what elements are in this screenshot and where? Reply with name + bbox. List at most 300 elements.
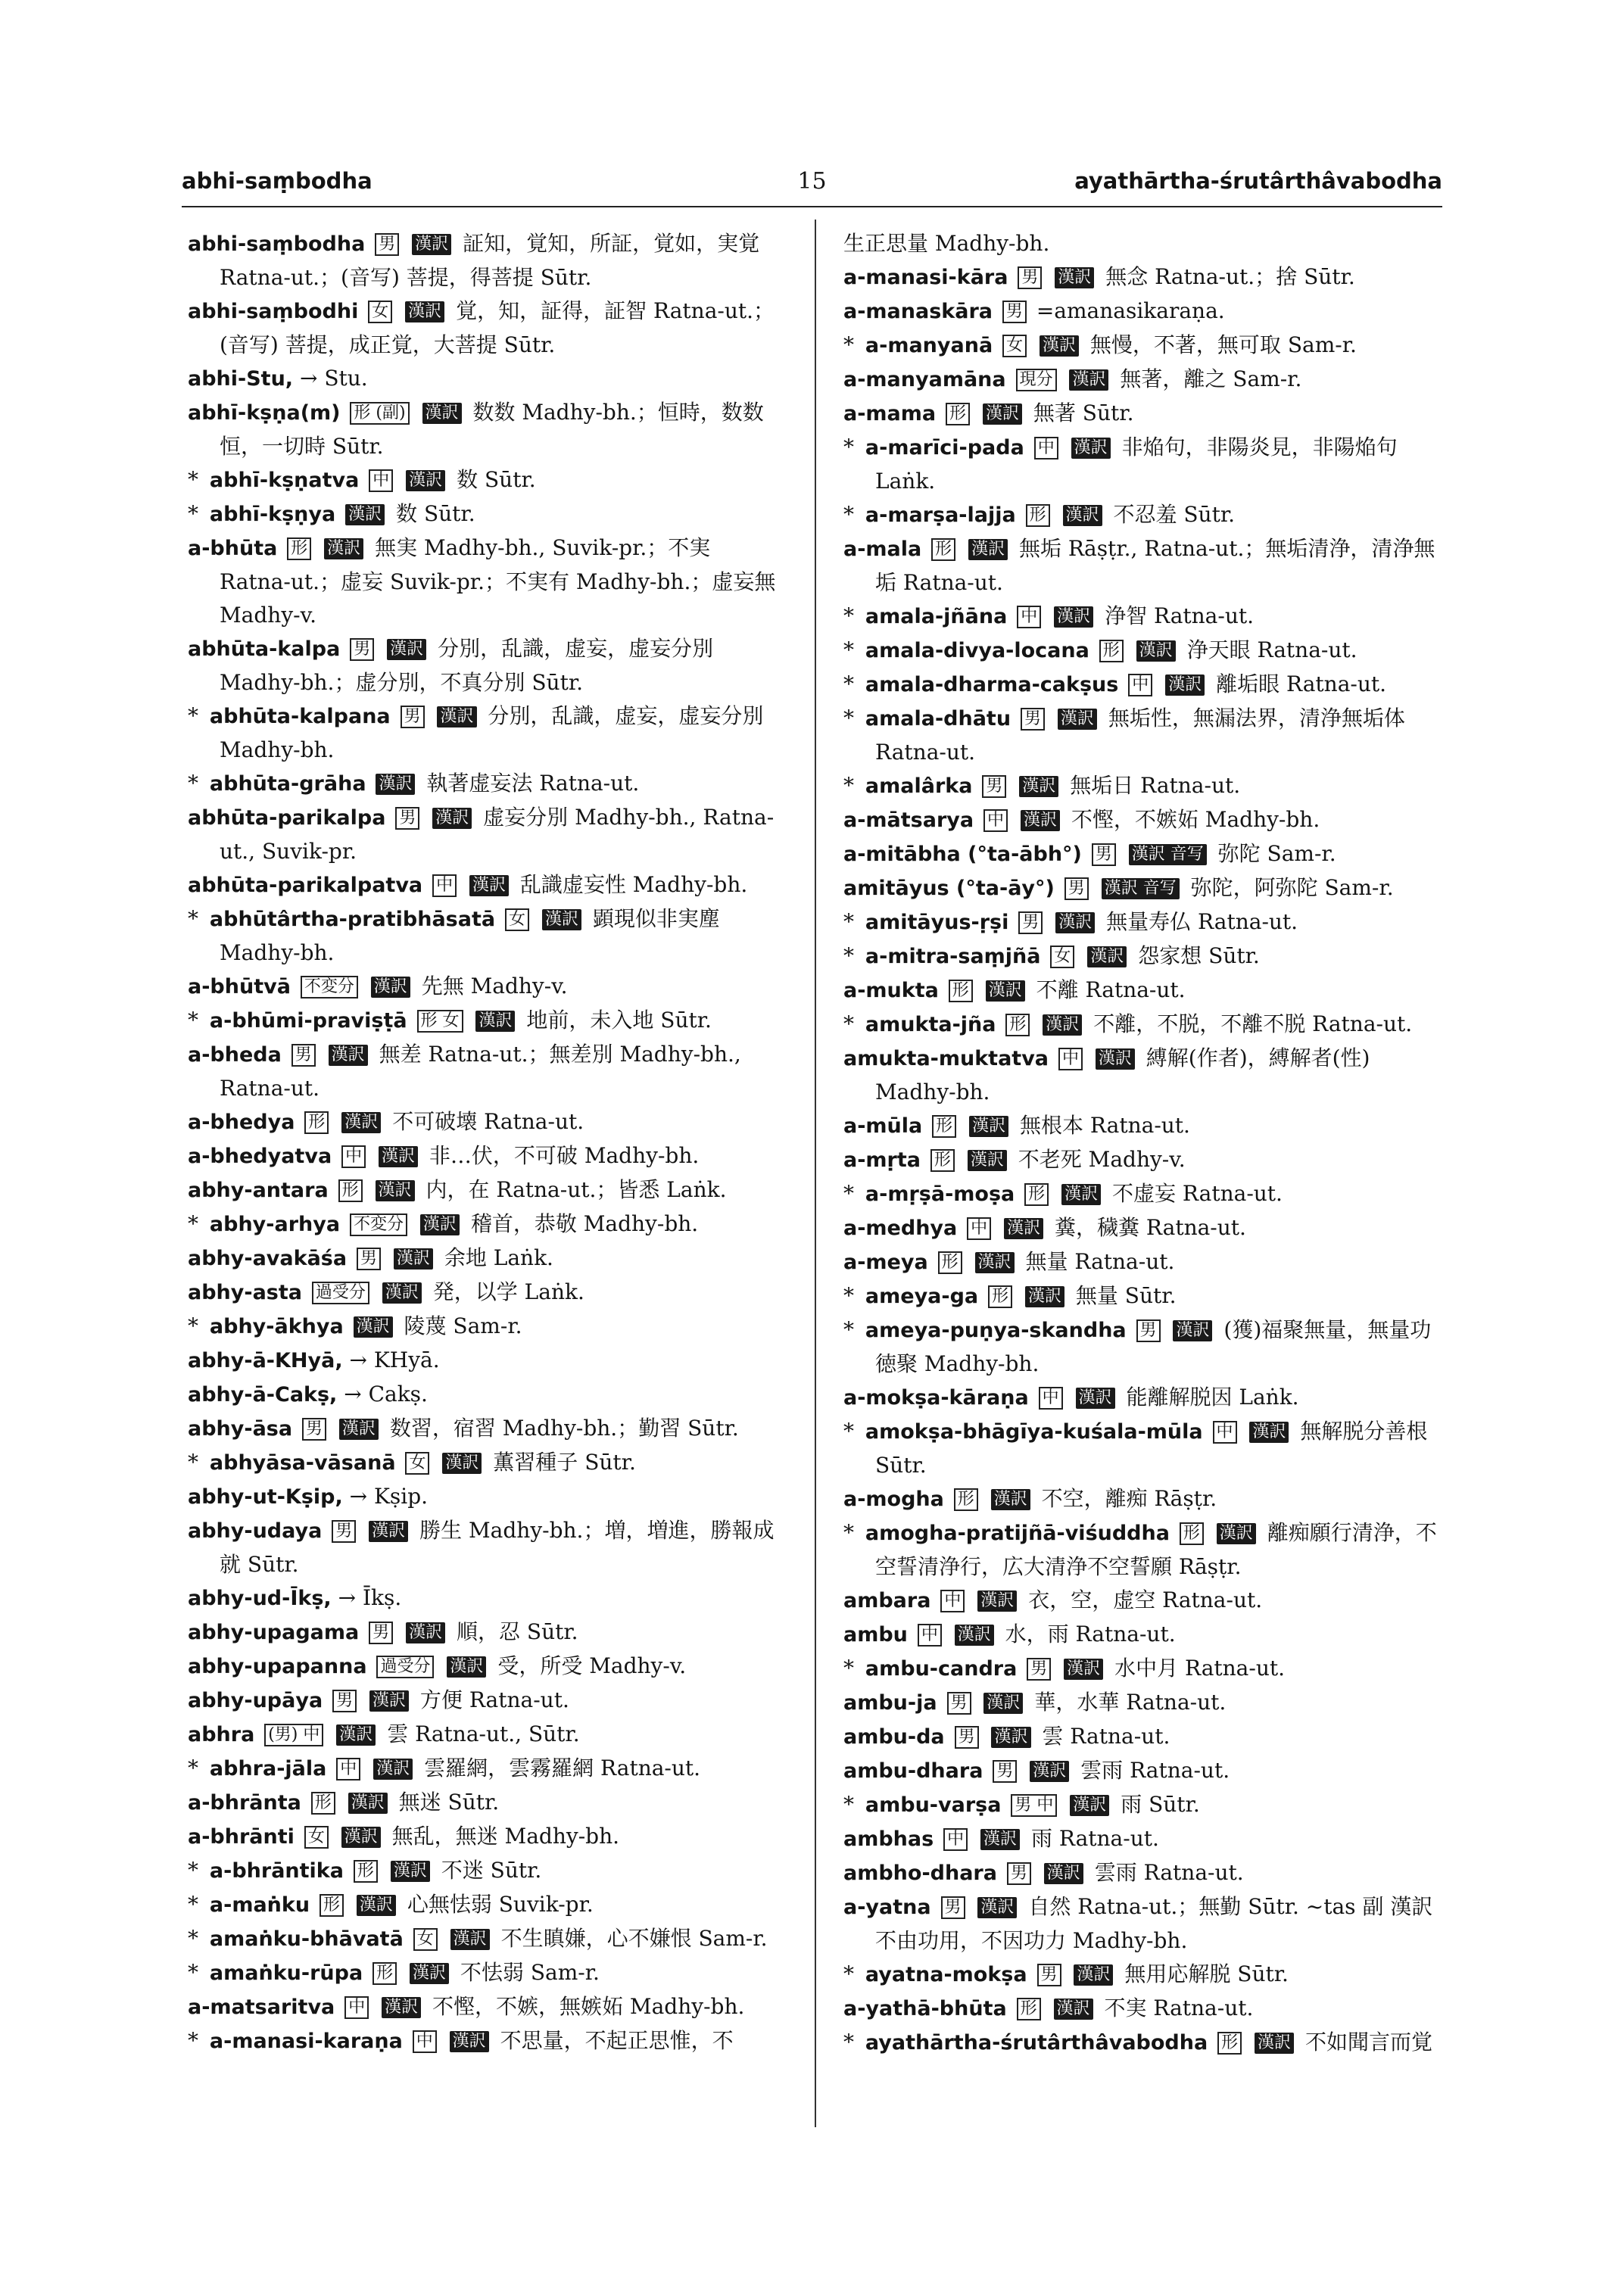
dictionary-entry xyxy=(174,463,787,497)
translation-label-badge: 漢訳 xyxy=(406,1622,445,1643)
dictionary-entry xyxy=(830,1482,1443,1516)
dictionary-entry xyxy=(174,2024,787,2058)
entry-gloss: 無迷 Sūtr. xyxy=(398,1790,500,1815)
translation-label-badge: 漢訳 xyxy=(983,1693,1023,1714)
entry-headword: abhy-ā-Cakṣ, xyxy=(188,1383,338,1407)
dictionary-entry xyxy=(830,1516,1443,1584)
entry-headword: abhy-ā-KHyā, xyxy=(188,1349,343,1372)
entry-headword: a-matsaritva xyxy=(188,1995,335,2019)
entry-grammar-tag: 形 xyxy=(1024,1183,1049,1206)
entry-headword: abhi-saṃbodha xyxy=(188,232,366,256)
entry-grammar-tag: 形 xyxy=(988,1285,1012,1308)
entry-gloss: 衣，空，虚空 Ratna-ut. xyxy=(1028,1587,1263,1612)
entry-headword: abhi-saṃbodhi xyxy=(188,300,359,323)
entry-headword: abhy-arhya xyxy=(209,1213,341,1236)
entry-grammar-tag: 形 xyxy=(938,1251,962,1274)
entry-star-marker: * xyxy=(843,1011,854,1036)
entry-grammar-tag: 中 xyxy=(940,1590,965,1612)
dictionary-entry xyxy=(830,1958,1443,1992)
entry-headword: abhy-ākhya xyxy=(209,1315,344,1338)
translation-label-badge: 漢訳 xyxy=(345,504,385,525)
entry-star-marker: * xyxy=(188,1313,198,1338)
entry-grammar-tag: 男 中 xyxy=(1011,1794,1057,1817)
dictionary-entry xyxy=(830,1720,1443,1754)
entry-grammar-tag: 形 xyxy=(1180,1522,1204,1545)
entry-headword: a-manasi-kāra xyxy=(843,266,1008,289)
dictionary-entry xyxy=(830,1415,1443,1482)
entry-star-marker: * xyxy=(843,1520,854,1545)
translation-label-badge: 漢訳 xyxy=(1255,2033,1294,2054)
entry-headword: a-bhrānta xyxy=(188,1791,301,1815)
entry-grammar-tag: 男 xyxy=(955,1726,979,1749)
entry-star-marker: * xyxy=(843,706,854,731)
dictionary-entry xyxy=(830,1856,1443,1890)
entry-headword: a-bhūtvā xyxy=(188,975,291,999)
dictionary-entry xyxy=(174,1276,787,1310)
dictionary-entry xyxy=(830,329,1443,363)
entry-gloss: → Kṣip. xyxy=(349,1484,429,1509)
entry-star-marker: * xyxy=(188,1892,198,1917)
entry-headword: ambu-ja xyxy=(843,1691,937,1715)
entry-grammar-tag: 男 xyxy=(1018,266,1042,289)
entry-grammar-tag: 男 xyxy=(1007,1862,1031,1885)
entry-headword: abhūta-grāha xyxy=(209,772,366,796)
entry-grammar-tag: 形 xyxy=(954,1488,978,1511)
entry-headword: amitāyus (°ta-āy°) xyxy=(843,877,1055,900)
entry-star-marker: * xyxy=(843,603,854,628)
entry-gloss: 無慢，不著，無可取 Sam-r. xyxy=(1089,332,1357,357)
entry-grammar-tag: 形 xyxy=(946,403,970,425)
dictionary-entry xyxy=(174,1105,787,1139)
dictionary-entry xyxy=(830,939,1443,974)
entry-gloss: 浄智 Ratna-ut. xyxy=(1105,603,1255,628)
entry-grammar-tag: 男 xyxy=(1018,911,1043,934)
translation-label-badge: 漢訳 xyxy=(955,1625,994,1646)
entry-gloss: 自然 Ratna-ut.；無勤 Sūtr. ~tas 副 漢訳 不由功用，不因功力 Madhy-bh. xyxy=(875,1894,1433,1953)
entry-headword: ambu-da xyxy=(843,1725,945,1749)
dictionary-entry xyxy=(830,837,1443,871)
entry-headword: abhy-avakāśa xyxy=(188,1247,348,1270)
entry-star-marker: * xyxy=(188,906,198,931)
entry-headword: abhy-ud-Īkṣ, xyxy=(188,1587,332,1610)
entry-grammar-tag: 男 xyxy=(1021,708,1045,731)
dictionary-entry xyxy=(174,902,787,970)
dictionary-entry xyxy=(174,632,787,699)
entry-headword: abhūtârtha-pratibhāsatā xyxy=(209,908,496,931)
entry-grammar-tag: 形 xyxy=(320,1894,344,1917)
dictionary-entry xyxy=(830,397,1443,431)
entry-grammar-tag: 男 xyxy=(1136,1319,1161,1342)
entry-grammar-tag: 男 xyxy=(357,1248,381,1270)
dictionary-entry xyxy=(174,699,787,767)
entry-gloss: 水，雨 Ratna-ut. xyxy=(1005,1622,1176,1647)
entry-grammar-tag: 中 xyxy=(369,469,393,492)
entry-gloss: 雲 Ratna-ut. xyxy=(1042,1724,1170,1749)
translation-label-badge: 漢訳 xyxy=(339,1419,379,1440)
entry-star-marker: * xyxy=(843,1961,854,1986)
entry-gloss: 覚，知，証得，証智 Ratna-ut.；(音写) 菩提，成正覚，大菩提 Sūtr. xyxy=(220,298,775,357)
running-head-right: ayathārtha-śrutârthâvabodha xyxy=(1074,168,1442,194)
entry-gloss: 無量 Sūtr. xyxy=(1075,1283,1177,1308)
entry-headword: ambhas xyxy=(843,1827,934,1851)
translation-label-badge: 漢訳 xyxy=(369,1690,409,1712)
translation-label-badge: 漢訳 xyxy=(450,2031,489,2052)
translation-label-badge: 漢訳 xyxy=(475,1011,515,1032)
dictionary-entry xyxy=(174,1004,787,1038)
entry-headword: a-mama xyxy=(843,402,937,425)
dictionary-entry xyxy=(830,294,1443,329)
entry-grammar-tag: 中 xyxy=(1128,674,1152,696)
entry-headword: a-manaskāra xyxy=(843,300,993,323)
entry-star-marker: * xyxy=(188,501,198,526)
entry-grammar-tag: 中 xyxy=(983,809,1008,832)
entry-gloss: 縛解(作者)，縛解者(性) Madhy-bh. xyxy=(875,1045,1370,1104)
dictionary-entry xyxy=(174,497,787,531)
dictionary-entry xyxy=(830,1211,1443,1245)
dictionary-entry xyxy=(830,1245,1443,1279)
entry-headword: amala-dharma-cakṣus xyxy=(865,673,1119,696)
entry-grammar-tag: 中 xyxy=(413,2030,437,2053)
entry-headword: abhūta-parikalpatva xyxy=(188,874,423,897)
entry-gloss: 順，忍 Sūtr. xyxy=(457,1619,578,1644)
entry-grammar-tag: 女 xyxy=(1002,335,1027,357)
entry-gloss: 不可破壊 Ratna-ut. xyxy=(392,1109,584,1134)
entry-gloss: 雲雨 Ratna-ut. xyxy=(1094,1860,1244,1885)
dictionary-entry xyxy=(830,769,1443,803)
entry-gloss: 数 Sūtr. xyxy=(396,501,475,526)
entry-star-marker: * xyxy=(843,332,854,357)
dictionary-entry xyxy=(830,227,1443,260)
entry-star-marker: * xyxy=(188,1858,198,1883)
entry-gloss: 雲 Ratna-ut., Sūtr. xyxy=(387,1721,580,1746)
dictionary-entry xyxy=(174,1615,787,1650)
translation-label-badge: 漢訳 xyxy=(1030,1761,1069,1782)
translation-label-badge: 漢訳 xyxy=(348,1793,388,1814)
entry-gloss: 稽首，恭敬 Madhy-bh. xyxy=(470,1211,699,1236)
dictionary-entry xyxy=(830,2026,1443,2060)
translation-label-badge: 漢訳 xyxy=(968,1150,1007,1171)
entry-grammar-tag: 形 xyxy=(287,537,311,560)
entry-grammar-tag: 男 xyxy=(982,775,1006,798)
translation-label-badge: 漢訳 音写 xyxy=(1102,878,1180,899)
entry-grammar-tag: 中 xyxy=(1034,437,1058,460)
entry-star-marker: * xyxy=(843,671,854,696)
entry-gloss: 不迷 Sūtr. xyxy=(441,1858,542,1883)
entry-grammar-tag: 形 xyxy=(1005,1014,1030,1036)
dictionary-entry xyxy=(174,396,787,463)
translation-label-badge: 漢訳 xyxy=(341,1112,381,1133)
entry-star-marker: * xyxy=(843,1419,854,1444)
entry-gloss: 弥陀 Sam-r. xyxy=(1217,841,1336,866)
entry-gloss: 不慳，不嫉妬 Madhy-bh. xyxy=(1071,807,1320,832)
translation-label-badge: 漢訳 xyxy=(336,1724,376,1746)
translation-label-badge: 漢訳 xyxy=(986,980,1025,1002)
entry-grammar-tag: 中 xyxy=(1017,606,1041,628)
dictionary-entry xyxy=(174,1446,787,1480)
entry-headword: ambu-dhara xyxy=(843,1759,983,1783)
entry-gloss: 地前，未入地 Sūtr. xyxy=(526,1008,712,1033)
page-number: 15 xyxy=(797,168,827,195)
entry-gloss: 不如聞言而覚 xyxy=(1304,2030,1432,2055)
entry-headword: a-mukta xyxy=(843,979,939,1002)
entry-grammar-tag: 中 xyxy=(943,1828,968,1851)
entry-star-marker: * xyxy=(188,1960,198,1985)
translation-label-badge: 漢訳 xyxy=(442,1453,482,1474)
entry-grammar-tag: 男 xyxy=(369,1622,393,1644)
translation-label-badge: 漢訳 xyxy=(371,977,410,998)
entry-headword: a-bhūmi-praviṣṭā xyxy=(209,1009,407,1033)
dictionary-entry xyxy=(830,702,1443,769)
dictionary-entry xyxy=(830,871,1443,905)
dictionary-entry xyxy=(830,1279,1443,1313)
translation-label-badge: 漢訳 xyxy=(1044,1863,1083,1884)
translation-label-badge: 漢訳 xyxy=(1064,1659,1103,1680)
translation-label-badge: 漢訳 xyxy=(975,1252,1015,1273)
entry-gloss: 不離，不脱，不離不脱 Ratna-ut. xyxy=(1093,1011,1413,1036)
dictionary-entry xyxy=(174,1684,787,1718)
entry-gloss: 非焔句，非陽炎見，非陽焔句 Laṅk. xyxy=(875,435,1398,494)
entry-headword: abhī-kṣṇya xyxy=(209,503,336,526)
entry-grammar-tag: 男 xyxy=(1002,301,1027,323)
entry-headword: ambho-dhara xyxy=(843,1862,997,1885)
dictionary-entry xyxy=(830,1008,1443,1042)
entry-headword: a-mātsarya xyxy=(843,808,974,832)
entry-star-marker: * xyxy=(188,1008,198,1033)
translation-label-badge: 漢訳 xyxy=(977,1590,1017,1612)
translation-label-badge: 漢訳 xyxy=(1025,1286,1064,1307)
entry-grammar-tag: 形 xyxy=(1217,2032,1242,2055)
dictionary-entry xyxy=(174,1990,787,2024)
entry-grammar-tag: 形 xyxy=(354,1860,378,1883)
entry-gloss: 不実 Ratna-ut. xyxy=(1104,1995,1254,2020)
dictionary-entry xyxy=(174,1650,787,1684)
translation-label-badge: 漢訳 xyxy=(382,1997,421,2018)
entry-gloss: 心無怯弱 Suvik-pr. xyxy=(407,1892,594,1917)
entry-headword: a-bheda xyxy=(188,1043,282,1067)
entry-star-marker: * xyxy=(188,2028,198,2053)
entry-headword: abhra-jāla xyxy=(209,1757,327,1781)
entry-gloss: → Īkṣ. xyxy=(338,1585,402,1610)
dictionary-entry xyxy=(174,1854,787,1888)
dictionary-entry xyxy=(830,363,1443,397)
dictionary-entry xyxy=(830,1822,1443,1856)
entry-gloss: 無垢性，無漏法界，清浄無垢体 Ratna-ut. xyxy=(875,706,1405,765)
entry-grammar-tag: 男 xyxy=(941,1896,965,1919)
dictionary-entry xyxy=(174,1581,787,1615)
entry-gloss: 無用応解脱 Sūtr. xyxy=(1124,1961,1289,1986)
entry-star-marker: * xyxy=(843,435,854,460)
translation-label-badge: 漢訳 xyxy=(969,1116,1008,1137)
entry-grammar-tag: 形 (副) xyxy=(350,402,409,425)
translation-label-badge: 漢訳 xyxy=(1071,438,1111,459)
entry-gloss: 無解脱分善根 Sūtr. xyxy=(875,1419,1428,1478)
entry-headword: a-marṣa-lajja xyxy=(865,503,1016,527)
entry-headword: amala-dhātu xyxy=(865,707,1011,731)
entry-headword: abhī-kṣṇatva xyxy=(209,469,360,492)
dictionary-entry xyxy=(830,1992,1443,2026)
translation-label-badge: 漢訳 xyxy=(432,808,472,829)
translation-label-badge: 漢訳 xyxy=(1165,675,1205,696)
entry-star-marker: * xyxy=(843,1792,854,1817)
dictionary-entry xyxy=(830,803,1443,837)
dictionary-entry xyxy=(830,905,1443,939)
entry-gloss: 雲雨 Ratna-ut. xyxy=(1080,1758,1230,1783)
translation-label-badge: 漢訳 xyxy=(1136,640,1176,662)
entry-grammar-tag: 男 xyxy=(1092,843,1116,866)
translation-label-badge: 漢訳 xyxy=(980,1829,1020,1850)
translation-label-badge: 漢訳 xyxy=(1004,1218,1043,1239)
dictionary-entry xyxy=(830,974,1443,1008)
entry-headword: a-mṛta xyxy=(843,1148,921,1172)
entry-grammar-tag: 中 xyxy=(1058,1048,1083,1070)
entry-headword: a-mala xyxy=(843,537,922,561)
translation-label-badge: 漢訳 xyxy=(420,1214,460,1235)
dictionary-entry xyxy=(830,1618,1443,1652)
entry-grammar-tag: 男 xyxy=(993,1760,1017,1783)
entry-gloss: =amanasikaraṇa. xyxy=(1036,298,1225,323)
entry-headword: a-meya xyxy=(843,1251,928,1274)
entry-headword: abhy-antara xyxy=(188,1179,329,1202)
dictionary-entry xyxy=(830,1109,1443,1143)
entry-star-marker: * xyxy=(188,467,198,492)
translation-label-badge: 漢訳 xyxy=(1054,1999,1093,2020)
entry-headword: amaṅku-bhāvatā xyxy=(209,1927,404,1951)
dictionary-entry xyxy=(830,431,1443,498)
translation-label-badge: 漢訳 xyxy=(329,1045,368,1066)
entry-star-marker: * xyxy=(843,909,854,934)
entry-gloss: 無根本 Ratna-ut. xyxy=(1020,1113,1190,1138)
translation-label-badge: 漢訳 xyxy=(1040,335,1079,357)
translation-label-badge: 漢訳 xyxy=(1076,1388,1115,1409)
entry-gloss: 無念 Ratna-ut.；捨 Sūtr. xyxy=(1105,264,1355,289)
dictionary-entry xyxy=(830,600,1443,634)
entry-headword: ayatna-mokṣa xyxy=(865,1963,1027,1986)
entry-gloss: 不虚妄 Ratna-ut. xyxy=(1112,1181,1283,1206)
entry-headword: abhūta-kalpana xyxy=(209,705,391,728)
translation-label-badge: 漢訳 xyxy=(991,1489,1030,1510)
header-rule xyxy=(182,206,1442,207)
entry-grammar-tag: 男 xyxy=(332,1690,357,1712)
entry-headword: a-mṛṣā-moṣa xyxy=(865,1182,1015,1206)
entry-headword: amaṅku-rūpa xyxy=(209,1961,363,1985)
translation-label-badge: 漢訳 xyxy=(410,1963,449,1984)
entry-star-marker: * xyxy=(843,637,854,662)
entry-headword: abhī-kṣṇa(m) xyxy=(188,401,341,425)
entry-grammar-tag: 女 xyxy=(413,1928,438,1951)
entry-star-marker: * xyxy=(843,1317,854,1342)
dictionary-entry xyxy=(174,1038,787,1105)
dictionary-entry xyxy=(174,1956,787,1990)
entry-gloss: 不思量，不起正思惟，不 xyxy=(500,2028,734,2053)
entry-gloss: 受，所受 Madhy-v. xyxy=(497,1653,687,1678)
entry-headword: abhūta-parikalpa xyxy=(188,806,386,830)
entry-headword: a-bhedyatva xyxy=(188,1145,332,1168)
entry-grammar-tag: 不変分 xyxy=(301,976,358,999)
translation-label-badge: 漢訳 xyxy=(1096,1048,1135,1070)
dictionary-entry xyxy=(174,1412,787,1446)
entry-gloss: (獲)福聚無量，無量功徳聚 Madhy-bh. xyxy=(875,1317,1432,1376)
entry-star-marker: * xyxy=(843,1656,854,1681)
entry-gloss: 顕現似非実塵 Madhy-bh. xyxy=(220,906,720,965)
entry-headword: a-bhūta xyxy=(188,537,278,560)
entry-headword: abhūta-kalpa xyxy=(188,637,341,661)
entry-grammar-tag: 中 xyxy=(1039,1387,1063,1410)
translation-label-badge: 漢訳 xyxy=(1173,1320,1212,1341)
entry-headword: abhyāsa-vāsanā xyxy=(209,1451,396,1475)
entry-gloss: 不慳，不嫉，無嫉妬 Madhy-bh. xyxy=(432,1994,745,2019)
dictionary-entry xyxy=(830,1584,1443,1618)
dictionary-entry xyxy=(174,1480,787,1514)
entry-gloss: 離垢眼 Ratna-ut. xyxy=(1216,671,1387,696)
entry-headword: a-manyanā xyxy=(865,334,993,357)
translation-label-badge: 漢訳 xyxy=(983,403,1022,425)
entry-grammar-tag: 男 xyxy=(1037,1964,1061,1986)
entry-headword: a-mogha xyxy=(843,1488,944,1511)
entry-grammar-tag: 中 xyxy=(336,1758,360,1781)
entry-headword: abhy-upāya xyxy=(188,1689,323,1712)
entry-grammar-tag: 過受分 xyxy=(376,1656,434,1678)
translation-label-badge: 漢訳 xyxy=(382,1282,422,1304)
entry-grammar-tag: 中 xyxy=(918,1624,942,1647)
entry-grammar-tag: 女 xyxy=(304,1826,329,1849)
entry-headword: amala-jñāna xyxy=(865,605,1008,628)
entry-grammar-tag: 形 xyxy=(949,980,973,1002)
dictionary-entry xyxy=(830,1754,1443,1788)
dictionary-entry xyxy=(174,767,787,801)
translation-label-badge: 漢訳 xyxy=(357,1895,396,1916)
entry-gloss: 無量 Ratna-ut. xyxy=(1025,1249,1175,1274)
entry-gloss: 数数 Madhy-bh.；恒時，数数恒，一切時 Sūtr. xyxy=(220,400,764,459)
entry-gloss: 能離解脱因 Laṅk. xyxy=(1126,1385,1299,1410)
translation-label-badge: 漢訳 xyxy=(1055,267,1094,288)
entry-gloss: 虚妄分別 Madhy-bh., Ratna-ut., Suvik-pr. xyxy=(220,805,775,864)
entry-headword: a-bhrāntika xyxy=(209,1859,344,1883)
page-header xyxy=(182,168,1442,204)
entry-headword: abhy-udaya xyxy=(188,1519,323,1543)
entry-grammar-tag: 男 xyxy=(1027,1658,1051,1681)
entry-gloss: 陵蔑 Sam-r. xyxy=(404,1313,522,1338)
entry-gloss: 糞，穢糞 Ratna-ut. xyxy=(1055,1215,1246,1240)
entry-gloss: 浄天眼 Ratna-ut. xyxy=(1186,637,1357,662)
entry-grammar-tag: 女 xyxy=(405,1452,429,1475)
entry-star-marker: * xyxy=(188,1756,198,1781)
translation-label-badge: 漢訳 xyxy=(412,234,451,255)
translation-label-badge: 漢訳 xyxy=(542,909,581,930)
translation-label-badge: 漢訳 xyxy=(369,1521,408,1542)
entry-headword: amokṣa-bhāgīya-kuśala-mūla xyxy=(865,1420,1203,1444)
entry-grammar-tag: 男 xyxy=(947,1692,971,1715)
entry-grammar-tag: 中 xyxy=(344,1996,369,2019)
dictionary-entry xyxy=(174,1752,787,1786)
dictionary-entry xyxy=(174,1786,787,1820)
entry-grammar-tag: 形 女 xyxy=(417,1010,463,1033)
entry-gloss: 不忍羞 Sūtr. xyxy=(1113,502,1236,527)
entry-gloss: 薫習種子 Sūtr. xyxy=(493,1450,636,1475)
entry-headword: abhy-asta xyxy=(188,1281,302,1304)
column-divider xyxy=(815,220,816,2127)
entry-headword: a-mitra-saṃjñā xyxy=(865,945,1041,968)
entry-gloss: 分別，乱識，虚妄，虚妄分別 Madhy-bh.；虚分別，不真分別 Sūtr. xyxy=(220,636,714,695)
entry-headword: a-bhrānti xyxy=(188,1825,295,1849)
entry-grammar-tag: 女 xyxy=(505,908,529,931)
translation-label-badge: 漢訳 xyxy=(376,774,415,795)
entry-grammar-tag: 過受分 xyxy=(312,1282,369,1304)
right-column xyxy=(830,227,1443,2060)
entry-grammar-tag: 形 xyxy=(931,538,955,561)
entry-gloss: 先無 Madhy-v. xyxy=(421,974,568,999)
entry-grammar-tag: 現分 xyxy=(1016,369,1057,391)
left-column xyxy=(174,227,787,2058)
